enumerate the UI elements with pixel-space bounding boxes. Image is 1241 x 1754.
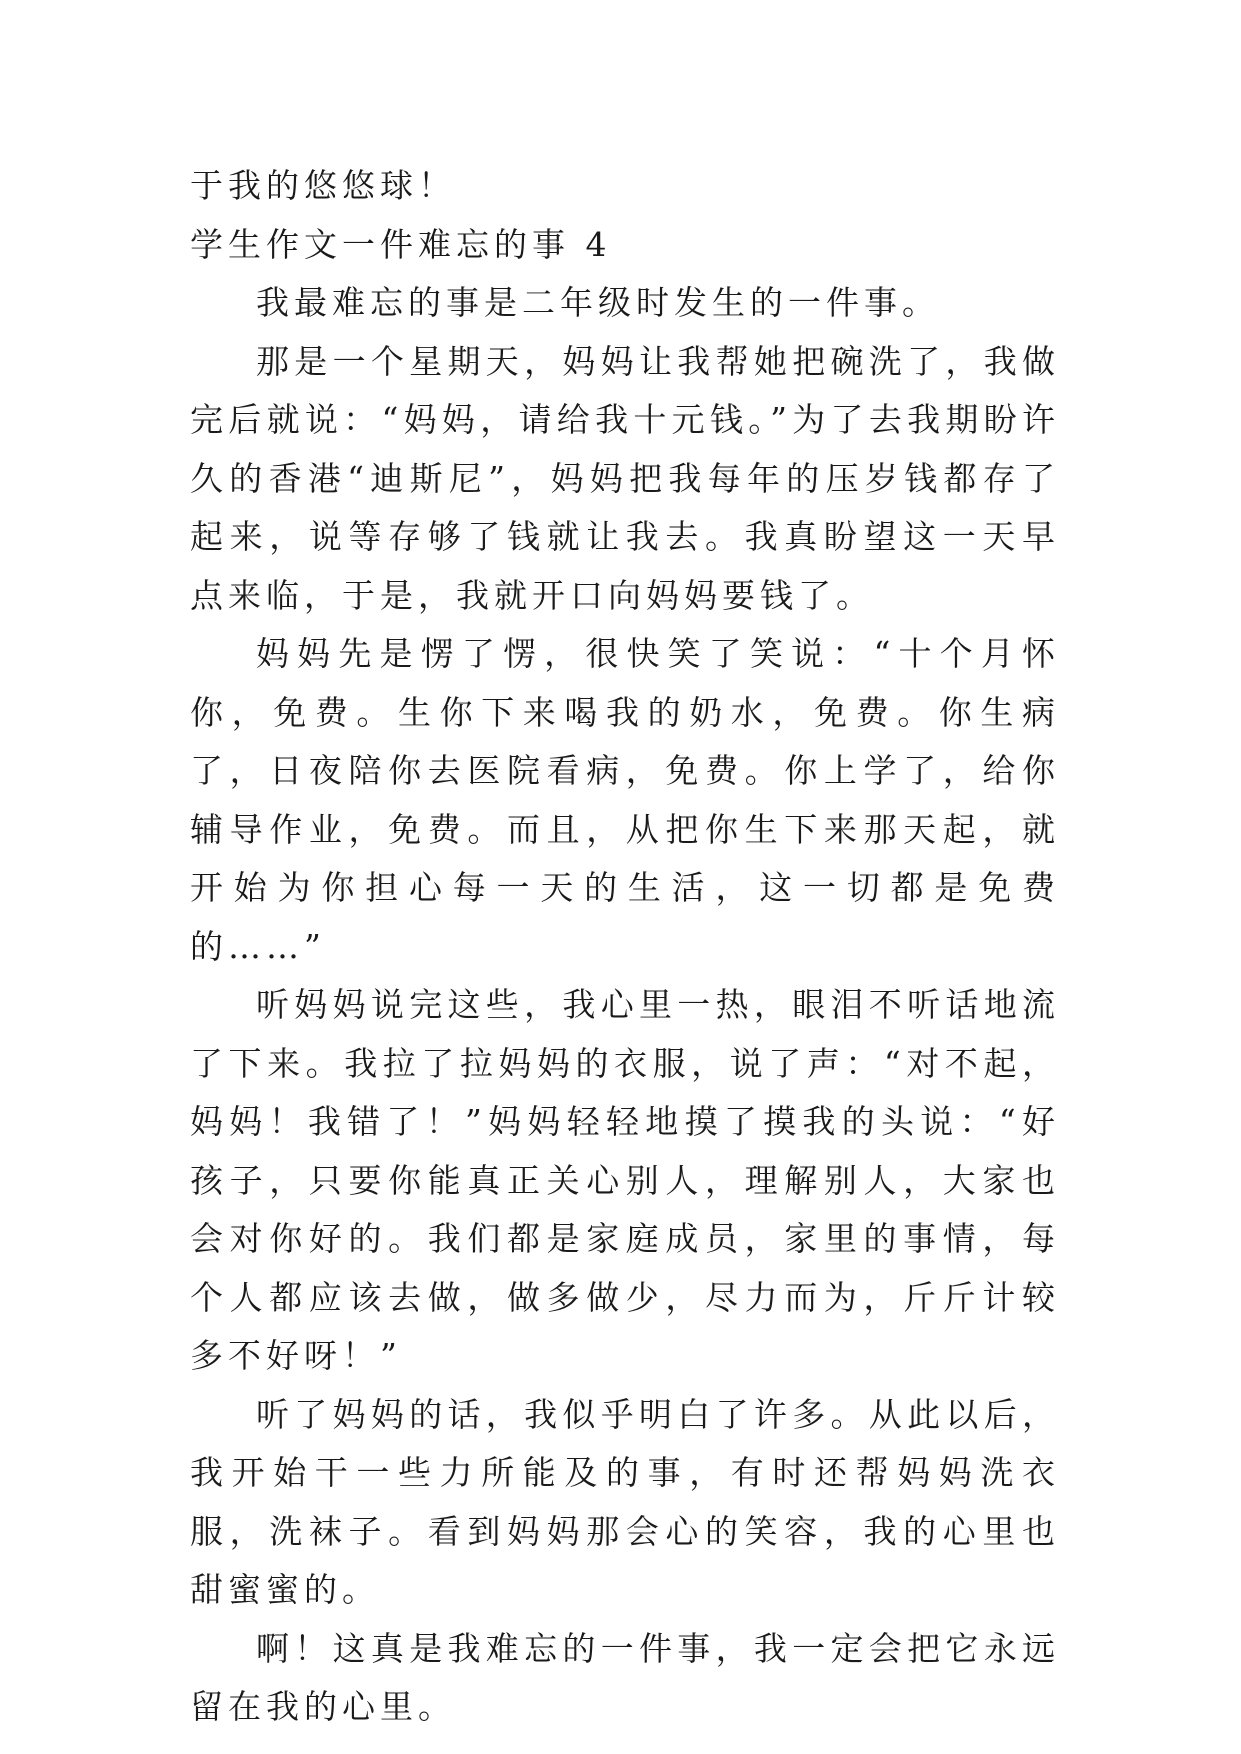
essay-title: 学生作文一件难忘的事 4: [190, 224, 612, 264]
paragraph-4: 听妈妈说完这些，我心里一热，眼泪不听话地流了下来。我拉了拉妈妈的衣服，说了声：“对不起，妈妈！我错了！”妈妈轻轻地摸了摸我的头说：“好孩子，只要你能真正关心别人，理解别人，大家也会对你好的。我们都是家庭成员，家里的事情，每个人都应该去做，做多做少，尽力而为，斤斤计较多不好呀！”: [190, 985, 1060, 1375]
continuation-line: 于我的悠悠球！: [190, 166, 456, 205]
paragraph-5: 听了妈妈的话，我似乎明白了许多。从此以后，我开始干一些力所能及的事，有时还帮妈妈洗衣服，洗袜子。看到妈妈那会心的笑容，我的心里也甜蜜蜜的。: [190, 1394, 1060, 1609]
paragraph-2: 那是一个星期天，妈妈让我帮她把碗洗了，我做完后就说：“妈妈，请给我十元钱。”为了去我期盼许久的香港“迪斯尼”，妈妈把我每年的压岁钱都存了起来，说等存够了钱就让我去。我真盼望这一天早点来临，于是，我就开口向妈妈要钱了。: [190, 341, 1060, 615]
document-body: [190, 157, 1060, 1737]
paragraph-1: 我最难忘的事是二年级时发生的一件事。: [256, 283, 940, 322]
paragraph-3: 妈妈先是愣了愣，很快笑了笑说：“十个月怀你，免费。生你下来喝我的奶水，免费。你生病了，日夜陪你去医院看病，免费。你上学了，给你辅导作业，免费。而且，从把你生下来那天起，就开始为你担心每一天的生活，这一切都是免费的……”: [190, 634, 1060, 966]
paragraph-6: 啊！这真是我难忘的一件事，我一定会把它永远留在我的心里。: [190, 1628, 1060, 1726]
